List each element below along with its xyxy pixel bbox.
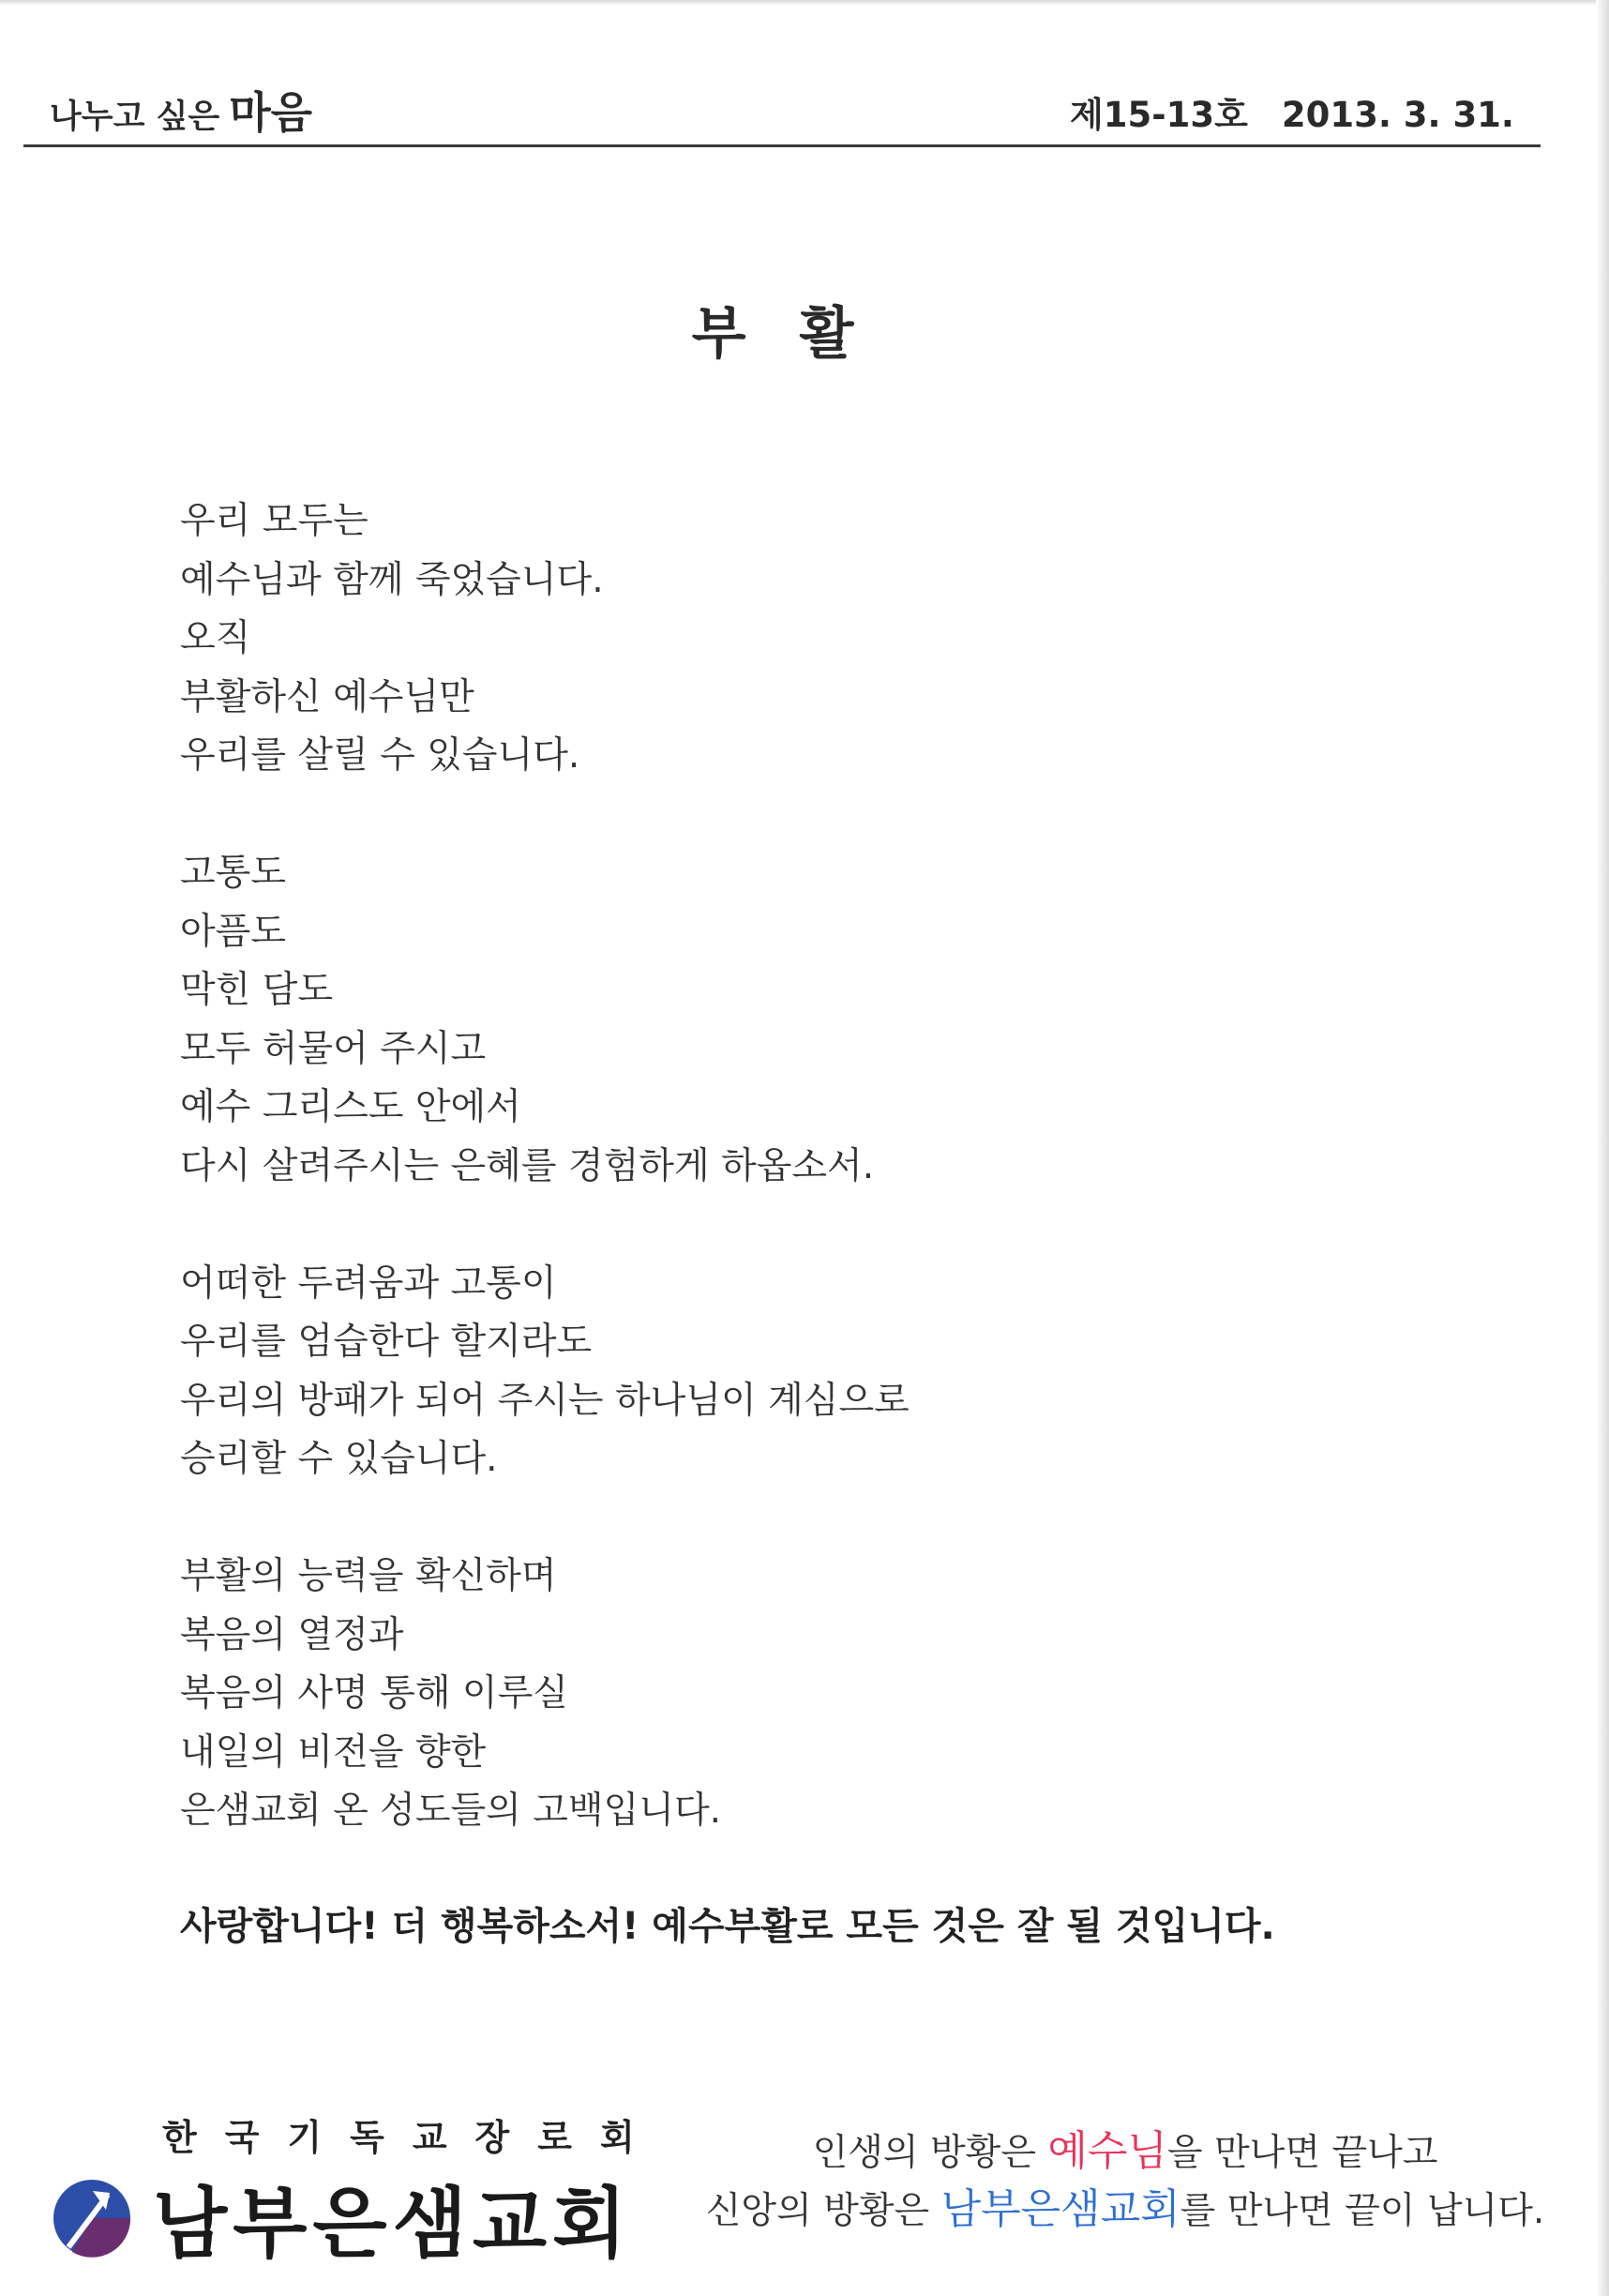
poem-line: 우리의 방패가 되어 주시는 하나님이 계심으로: [180, 1379, 910, 1422]
header-issue-info: [1070, 86, 1514, 137]
closing-message: 사랑합니다! 더 행복하소서! 예수부활로 모든 것은 잘 될 것입니다.: [180, 1905, 1275, 1948]
poem-line: 우리 모두는: [180, 500, 368, 542]
poem-line: 복음의 열정과: [180, 1613, 404, 1656]
motto-text: 신앙의 방황은: [705, 2190, 941, 2232]
church-logo-block: [52, 2108, 663, 2269]
poem-line: 다시 살려주시는 은혜를 경험하게 하옵소서.: [180, 1144, 875, 1187]
page-title: 부 활: [691, 301, 871, 367]
scan-edge-right: [1596, 0, 1609, 2296]
poem-stanza-3: [180, 1255, 1446, 1489]
scan-edge-top: [0, 0, 1609, 6]
poem-line: 우리를 살릴 수 있습니다.: [180, 734, 580, 777]
poem-line: 우리를 엄습한다 할지라도: [180, 1321, 593, 1363]
poem-line: 고통도: [180, 852, 287, 894]
motto-highlight-church: 남부은샘교회: [940, 2185, 1180, 2233]
poem-stanza-2: [180, 844, 1446, 1196]
church-motto: [694, 2123, 1556, 2240]
poem-line: 어떠한 두려움과 고통이: [180, 1261, 557, 1305]
poem-line: 승리할 수 있습니다.: [180, 1438, 498, 1480]
poem-stanza-4: [180, 1548, 1446, 1841]
poem-line: 예수님과 함께 죽었습니다.: [180, 558, 604, 601]
church-name-logo: 남부은샘교회: [153, 2180, 633, 2269]
church-emblem-icon: [52, 2178, 132, 2258]
motto-line-2: [694, 2182, 1556, 2240]
poem-line: 오직: [180, 617, 251, 659]
poem-stanza-1: [180, 492, 1446, 786]
poem-line: 아픔도: [180, 910, 287, 953]
issue-date: 2013. 3. 31.: [1281, 95, 1514, 135]
denomination-name: 한국기독교장로회: [162, 2117, 663, 2158]
motto-text: 인생의 방황은: [812, 2132, 1048, 2174]
motto-text: 을 만나면 끝나고: [1166, 2132, 1438, 2174]
header-column-label: 나누고 싶은: [50, 98, 220, 136]
header-column-label-strong: 마음: [229, 87, 313, 138]
poem-line: 은샘교회 온 성도들의 고백입니다.: [180, 1790, 722, 1832]
poem-body: [180, 492, 1446, 1899]
poem-line: 막힌 담도: [180, 969, 334, 1011]
poem-line: 부활의 능력을 확신하며: [180, 1555, 557, 1597]
bulletin-header: [23, 66, 1541, 147]
poem-line: 부활하신 예수님만: [180, 675, 474, 718]
poem-line: 예수 그리스도 안에서: [180, 1086, 521, 1128]
poem-line: 복음의 사명 통해 이루실: [180, 1672, 568, 1714]
motto-text: 를 만나면 끝이 납니다.: [1180, 2190, 1545, 2232]
header-column-title: [50, 79, 312, 141]
motto-line-1: [694, 2123, 1556, 2182]
poem-line: 내일의 비전을 향한: [180, 1730, 487, 1774]
motto-highlight-jesus: 예수님: [1047, 2127, 1167, 2175]
issue-number: 제15-13호: [1070, 95, 1248, 135]
poem-line: 모두 허물어 주시고: [180, 1027, 487, 1070]
